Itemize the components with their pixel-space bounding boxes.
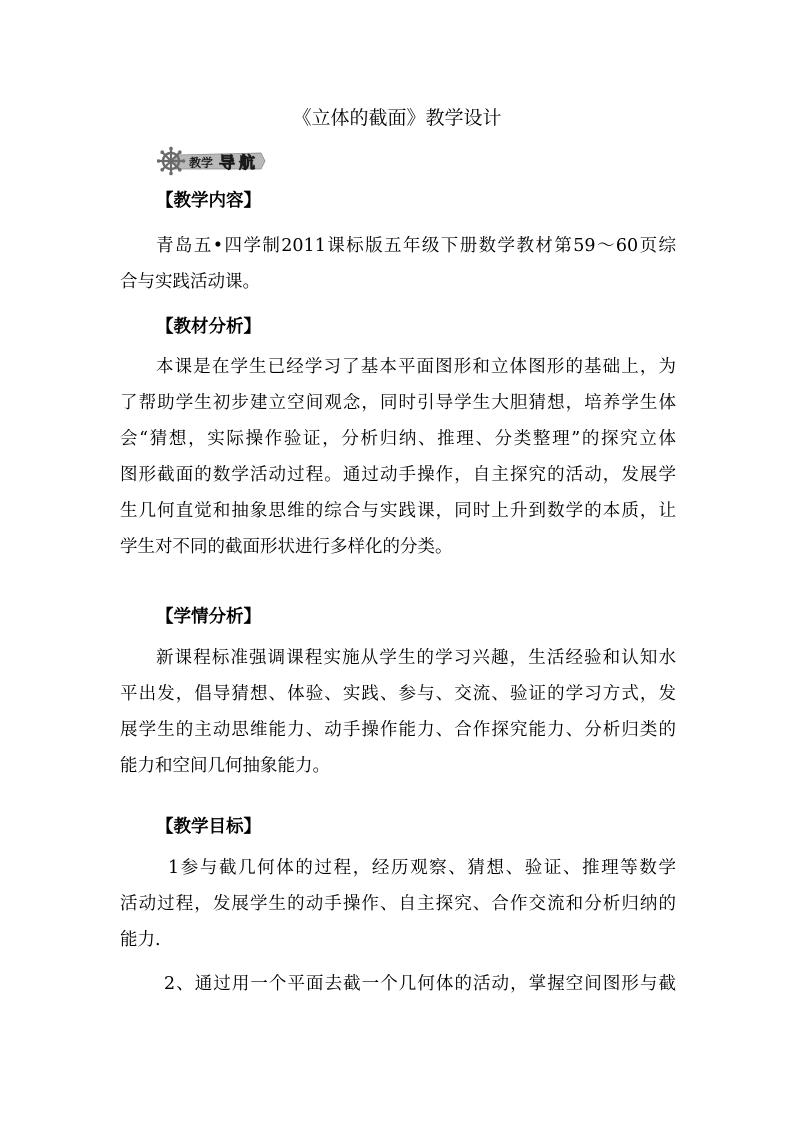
paragraph-line: 青岛五•四学制2011课标版五年级下册数学教材第59～60页综 — [156, 236, 676, 256]
paragraph-line: 会“猜想，实际操作验证，分析归纳、推理、分类整理”的探究立体 — [120, 429, 676, 449]
teaching-guide-badge — [157, 146, 267, 176]
paragraph-line: 学生对不同的截面形状进行多样化的分类。 — [120, 537, 453, 557]
paragraph-line: 2、通过用一个平面去截一个几何体的活动，掌握空间图形与截 — [164, 974, 676, 994]
paragraph-line: 图形截面的数学活动过程。通过动手操作，自主探究的活动，发展学 — [120, 465, 676, 485]
ship-wheel-icon — [157, 146, 267, 176]
paragraph-line: 合与实践活动课。 — [120, 272, 260, 292]
badge-text-navigate: 航 — [239, 153, 256, 172]
section-body-objectives — [120, 850, 676, 1002]
badge-text-teaching: 教学 — [189, 156, 214, 170]
paragraph-line: 1参与截几何体的过程，经历观察、猜想、验证、推理等数学 — [168, 858, 676, 878]
page-title: 《立体的截面》教学设计 — [292, 107, 502, 129]
paragraph-line: 新课程标准强调课程实施从学生的学习兴趣，生活经验和认知水 — [156, 648, 676, 668]
section-body-material — [120, 349, 676, 565]
paragraph-line: 生几何直觉和抽象思维的综合与实践课，同时上升到数学的本质，让 — [120, 501, 676, 521]
paragraph-line: 平出发，倡导猜想、体验、实践、参与、交流、验证的学习方式，发 — [120, 684, 676, 704]
paragraph-line: 本课是在学生已经学习了基本平面图形和立体图形的基础上，为 — [156, 357, 676, 377]
paragraph-line: 了帮助学生初步建立空间观念，同时引导学生大胆猜想，培养学生体 — [120, 393, 676, 413]
badge-text-guide: 导 — [219, 153, 236, 172]
paragraph-line: 展学生的主动思维能力、动手操作能力、合作探究能力、分析归类的 — [120, 720, 676, 740]
section-heading-objectives: 【教学目标】 — [156, 817, 261, 837]
section-heading-material: 【教材分析】 — [156, 317, 261, 337]
section-heading-students: 【学情分析】 — [156, 607, 261, 627]
paragraph-line: 能力. — [120, 930, 161, 950]
section-heading-content: 【教学内容】 — [156, 191, 261, 211]
section-body-students — [120, 640, 676, 784]
paragraph-line: 能力和空间几何抽象能力。 — [120, 756, 330, 776]
section-body-content — [120, 228, 676, 300]
paragraph-line: 活动过程，发展学生的动手操作、自主探究、合作交流和分析归纳的 — [120, 894, 676, 914]
